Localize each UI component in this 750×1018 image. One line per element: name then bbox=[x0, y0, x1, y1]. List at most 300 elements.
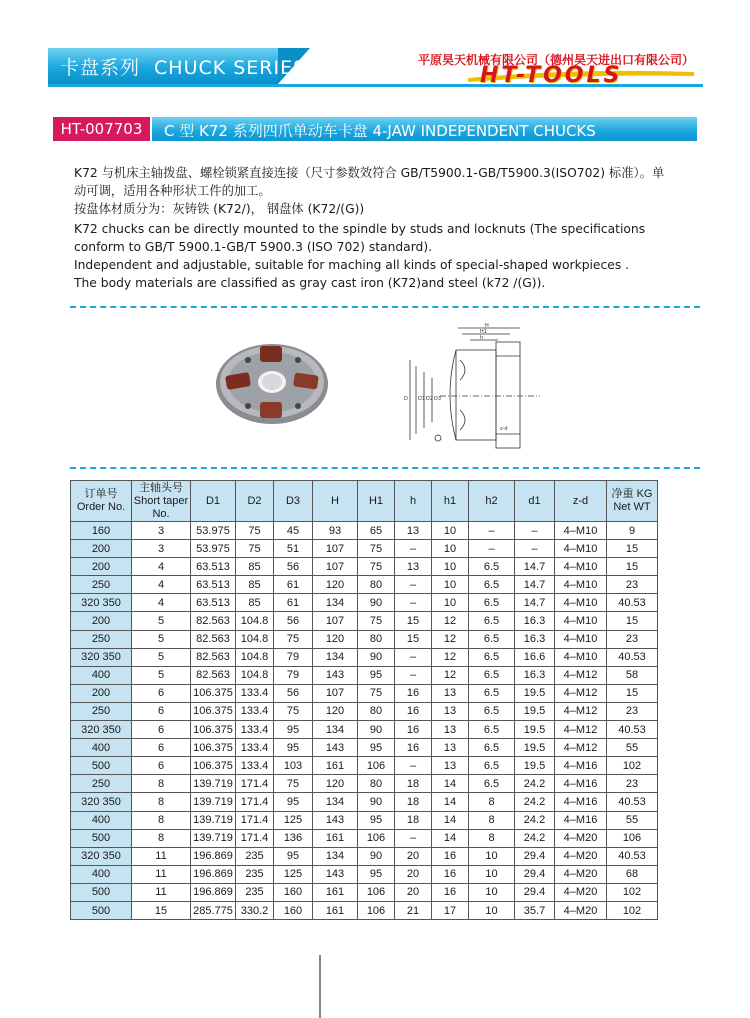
table-row bbox=[71, 630, 658, 648]
svg-text:D2: D2 bbox=[426, 396, 434, 402]
table-cell: 90 bbox=[358, 648, 395, 666]
table-cell: 95 bbox=[274, 847, 313, 865]
table-cell: 14 bbox=[432, 775, 469, 793]
table-cell: 6.5 bbox=[469, 739, 515, 757]
table-cell: 4 bbox=[132, 594, 191, 612]
table-cell: 133.4 bbox=[236, 684, 274, 702]
table-cell: – bbox=[395, 576, 432, 594]
table-cell: 79 bbox=[274, 666, 313, 684]
table-cell: 14 bbox=[432, 829, 469, 847]
table-cell: 13 bbox=[432, 684, 469, 702]
table-cell: 15 bbox=[607, 684, 658, 702]
table-cell: 13 bbox=[395, 522, 432, 540]
col-z-d: z-d bbox=[555, 481, 607, 522]
table-cell: 4–M10 bbox=[555, 522, 607, 540]
table-cell: 4 bbox=[132, 558, 191, 576]
table-cell: 235 bbox=[236, 847, 274, 865]
table-cell: 171.4 bbox=[236, 811, 274, 829]
table-cell: 14 bbox=[432, 811, 469, 829]
table-cell: 106.375 bbox=[191, 757, 236, 775]
table-cell: 16 bbox=[395, 739, 432, 757]
table-row bbox=[71, 739, 658, 757]
table-cell: 19.5 bbox=[515, 757, 555, 775]
table-cell: 6.5 bbox=[469, 630, 515, 648]
svg-text:D3: D3 bbox=[434, 396, 442, 402]
table-cell: 107 bbox=[313, 612, 358, 630]
table-cell: 19.5 bbox=[515, 684, 555, 702]
product-title: C 型 K72 系列四爪单动车卡盘 4-JAW INDEPENDENT CHUCKS bbox=[164, 122, 596, 140]
table-row bbox=[71, 594, 658, 612]
table-cell: 16 bbox=[432, 847, 469, 865]
table-cell: 200 bbox=[71, 540, 132, 558]
table-cell: 29.4 bbox=[515, 847, 555, 865]
table-cell: 143 bbox=[313, 666, 358, 684]
table-cell: 4–M20 bbox=[555, 847, 607, 865]
spec-table bbox=[70, 480, 658, 920]
divider bbox=[70, 306, 700, 308]
table-cell: 102 bbox=[607, 901, 658, 919]
table-cell: 12 bbox=[432, 630, 469, 648]
table-cell: 16 bbox=[395, 702, 432, 720]
table-cell: 200 bbox=[71, 684, 132, 702]
table-cell: 107 bbox=[313, 684, 358, 702]
table-cell: 400 bbox=[71, 666, 132, 684]
table-row bbox=[71, 558, 658, 576]
table-cell: 18 bbox=[395, 775, 432, 793]
table-cell: 8 bbox=[132, 829, 191, 847]
table-cell: 4–M12 bbox=[555, 739, 607, 757]
table-cell: 6.5 bbox=[469, 666, 515, 684]
table-row bbox=[71, 612, 658, 630]
table-cell: 4–M10 bbox=[555, 558, 607, 576]
table-cell: 13 bbox=[432, 757, 469, 775]
table-row bbox=[71, 865, 658, 883]
table-cell: 106.375 bbox=[191, 684, 236, 702]
table-cell: 6 bbox=[132, 702, 191, 720]
table-cell: 4–M20 bbox=[555, 883, 607, 901]
table-cell: 15 bbox=[607, 612, 658, 630]
table-cell: 104.8 bbox=[236, 612, 274, 630]
table-cell: 11 bbox=[132, 847, 191, 865]
table-cell: 133.4 bbox=[236, 739, 274, 757]
table-cell: 19.5 bbox=[515, 739, 555, 757]
table-cell: 35.7 bbox=[515, 901, 555, 919]
table-cell: – bbox=[395, 757, 432, 775]
table-cell: 5 bbox=[132, 630, 191, 648]
table-cell: 10 bbox=[432, 594, 469, 612]
table-cell: 320 350 bbox=[71, 594, 132, 612]
table-cell: 80 bbox=[358, 775, 395, 793]
table-cell: 320 350 bbox=[71, 793, 132, 811]
table-cell: 10 bbox=[469, 865, 515, 883]
table-cell: 9 bbox=[607, 522, 658, 540]
table-cell: 106 bbox=[358, 901, 395, 919]
table-cell: 85 bbox=[236, 558, 274, 576]
table-cell: 15 bbox=[395, 612, 432, 630]
table-cell: 90 bbox=[358, 721, 395, 739]
table-cell: 161 bbox=[313, 883, 358, 901]
table-cell: 6 bbox=[132, 757, 191, 775]
table-cell: 61 bbox=[274, 576, 313, 594]
table-cell: 171.4 bbox=[236, 829, 274, 847]
table-cell: 6 bbox=[132, 739, 191, 757]
table-cell: 12 bbox=[432, 612, 469, 630]
table-cell: 63.513 bbox=[191, 594, 236, 612]
table-cell: 40.53 bbox=[607, 721, 658, 739]
table-cell: 82.563 bbox=[191, 666, 236, 684]
col-H1: H1 bbox=[358, 481, 395, 522]
table-cell: 6.5 bbox=[469, 558, 515, 576]
table-cell: 19.5 bbox=[515, 702, 555, 720]
table-cell: 143 bbox=[313, 865, 358, 883]
table-cell: 63.513 bbox=[191, 576, 236, 594]
table-row bbox=[71, 757, 658, 775]
table-cell: 330.2 bbox=[236, 901, 274, 919]
table-cell: 4–M12 bbox=[555, 702, 607, 720]
table-cell: 143 bbox=[313, 811, 358, 829]
table-cell: 20 bbox=[395, 865, 432, 883]
table-cell: 55 bbox=[607, 739, 658, 757]
table-cell: 134 bbox=[313, 847, 358, 865]
table-cell: 161 bbox=[313, 901, 358, 919]
table-cell: 75 bbox=[274, 702, 313, 720]
table-cell: 120 bbox=[313, 576, 358, 594]
table-cell: 40.53 bbox=[607, 648, 658, 666]
table-cell: 18 bbox=[395, 793, 432, 811]
table-cell: 125 bbox=[274, 811, 313, 829]
table-cell: 4–M12 bbox=[555, 666, 607, 684]
table-cell: 6 bbox=[132, 684, 191, 702]
table-row bbox=[71, 847, 658, 865]
table-row bbox=[71, 666, 658, 684]
table-cell: 16 bbox=[432, 883, 469, 901]
table-cell: 53.975 bbox=[191, 522, 236, 540]
table-cell: 24.2 bbox=[515, 793, 555, 811]
table-cell: 139.719 bbox=[191, 793, 236, 811]
table-cell: 95 bbox=[358, 666, 395, 684]
table-cell: 106 bbox=[358, 883, 395, 901]
table-row bbox=[71, 901, 658, 919]
table-row bbox=[71, 883, 658, 901]
table-cell: 134 bbox=[313, 721, 358, 739]
table-cell: 12 bbox=[432, 666, 469, 684]
table-cell: 53.975 bbox=[191, 540, 236, 558]
table-cell: 4–M20 bbox=[555, 901, 607, 919]
table-cell: 139.719 bbox=[191, 811, 236, 829]
table-cell: 160 bbox=[274, 901, 313, 919]
table-cell: 56 bbox=[274, 612, 313, 630]
table-cell: 16.6 bbox=[515, 648, 555, 666]
table-cell: 16.3 bbox=[515, 666, 555, 684]
table-cell: 4–M20 bbox=[555, 865, 607, 883]
table-cell: 196.869 bbox=[191, 847, 236, 865]
description-line: conform to GB/T 5900.1-GB/T 5900.3 (ISO 702) standard). bbox=[74, 240, 433, 254]
description-line: The body materials are classified as gray cast iron (K72)and steel (k72 /(G)). bbox=[74, 276, 546, 290]
description-line: 动可调，适用各种形状工件的加工。 bbox=[74, 184, 271, 198]
col-short-taper: 主轴头号 Short taper No. bbox=[132, 481, 191, 522]
table-cell: 6.5 bbox=[469, 775, 515, 793]
table-cell: 51 bbox=[274, 540, 313, 558]
table-cell: 3 bbox=[132, 522, 191, 540]
table-cell: 171.4 bbox=[236, 793, 274, 811]
table-cell: 4–M10 bbox=[555, 612, 607, 630]
table-cell: 400 bbox=[71, 739, 132, 757]
table-cell: 10 bbox=[469, 847, 515, 865]
company-name: 平原昊天机械有限公司（德州昊天进出口有限公司） bbox=[418, 53, 695, 67]
table-cell: 19.5 bbox=[515, 721, 555, 739]
table-cell: – bbox=[469, 522, 515, 540]
col-net-weight: 净重 KG Net WT bbox=[607, 481, 658, 522]
table-cell: 15 bbox=[607, 558, 658, 576]
table-cell: 250 bbox=[71, 702, 132, 720]
col-h: h bbox=[395, 481, 432, 522]
table-cell: 58 bbox=[607, 666, 658, 684]
table-cell: 24.2 bbox=[515, 829, 555, 847]
table-cell: 10 bbox=[469, 883, 515, 901]
table-cell: 40.53 bbox=[607, 594, 658, 612]
table-cell: 6.5 bbox=[469, 757, 515, 775]
col-D1: D1 bbox=[191, 481, 236, 522]
table-cell: 235 bbox=[236, 883, 274, 901]
table-cell: 75 bbox=[358, 612, 395, 630]
table-cell: 95 bbox=[274, 739, 313, 757]
table-cell: 15 bbox=[395, 630, 432, 648]
section-title bbox=[60, 53, 306, 80]
table-cell: 4–M16 bbox=[555, 793, 607, 811]
table-row bbox=[71, 721, 658, 739]
col-d1: d1 bbox=[515, 481, 555, 522]
table-cell: 4–M10 bbox=[555, 648, 607, 666]
table-cell: 171.4 bbox=[236, 775, 274, 793]
table-cell: 75 bbox=[274, 630, 313, 648]
table-cell: 250 bbox=[71, 630, 132, 648]
table-cell: 95 bbox=[358, 811, 395, 829]
table-cell: – bbox=[395, 829, 432, 847]
table-cell: 16 bbox=[395, 684, 432, 702]
table-cell: 8 bbox=[469, 829, 515, 847]
table-cell: – bbox=[515, 522, 555, 540]
table-cell: 6.5 bbox=[469, 702, 515, 720]
table-cell: 14.7 bbox=[515, 576, 555, 594]
table-cell: 3 bbox=[132, 540, 191, 558]
table-cell: 45 bbox=[274, 522, 313, 540]
table-cell: 85 bbox=[236, 594, 274, 612]
table-cell: 200 bbox=[71, 612, 132, 630]
table-cell: 400 bbox=[71, 811, 132, 829]
table-cell: 13 bbox=[395, 558, 432, 576]
table-cell: 90 bbox=[358, 847, 395, 865]
table-cell: 95 bbox=[274, 721, 313, 739]
table-cell: 500 bbox=[71, 829, 132, 847]
table-cell: 65 bbox=[358, 522, 395, 540]
table-cell: 15 bbox=[132, 901, 191, 919]
table-cell: 75 bbox=[236, 540, 274, 558]
table-cell: 5 bbox=[132, 612, 191, 630]
table-cell: 160 bbox=[71, 522, 132, 540]
svg-text:h: h bbox=[480, 335, 484, 341]
table-cell: 29.4 bbox=[515, 865, 555, 883]
table-cell: 320 350 bbox=[71, 721, 132, 739]
table-row bbox=[71, 522, 658, 540]
table-cell: 95 bbox=[358, 739, 395, 757]
table-cell: 133.4 bbox=[236, 702, 274, 720]
table-cell: 13 bbox=[432, 721, 469, 739]
table-cell: 63.513 bbox=[191, 558, 236, 576]
description-line: 按盘体材质分为：灰铸铁 (K72/)， 钢盘体 (K72/(G)) bbox=[74, 202, 365, 216]
chuck-photo bbox=[210, 338, 340, 428]
table-cell: 196.869 bbox=[191, 883, 236, 901]
table-row bbox=[71, 775, 658, 793]
table-cell: – bbox=[395, 594, 432, 612]
table-cell: 14 bbox=[432, 793, 469, 811]
company-logo: HT-TOOLS bbox=[480, 63, 623, 88]
table-cell: – bbox=[469, 540, 515, 558]
table-cell: 14.7 bbox=[515, 594, 555, 612]
table-cell: 95 bbox=[358, 865, 395, 883]
table-cell: 107 bbox=[313, 540, 358, 558]
table-cell: 285.775 bbox=[191, 901, 236, 919]
table-cell: 160 bbox=[274, 883, 313, 901]
col-h2: h2 bbox=[469, 481, 515, 522]
divider bbox=[70, 467, 700, 469]
table-cell: 10 bbox=[469, 901, 515, 919]
table-cell: 21 bbox=[395, 901, 432, 919]
table-cell: 80 bbox=[358, 702, 395, 720]
table-cell: 29.4 bbox=[515, 883, 555, 901]
table-cell: 161 bbox=[313, 829, 358, 847]
table-cell: 143 bbox=[313, 739, 358, 757]
table-cell: 56 bbox=[274, 558, 313, 576]
table-cell: 61 bbox=[274, 594, 313, 612]
table-cell: 106.375 bbox=[191, 721, 236, 739]
table-cell: 90 bbox=[358, 594, 395, 612]
table-row bbox=[71, 702, 658, 720]
table-cell: 75 bbox=[358, 684, 395, 702]
col-D2: D2 bbox=[236, 481, 274, 522]
table-cell: 4 bbox=[132, 576, 191, 594]
table-cell: 133.4 bbox=[236, 721, 274, 739]
table-cell: 320 350 bbox=[71, 847, 132, 865]
table-cell: 6.5 bbox=[469, 576, 515, 594]
svg-text:H1: H1 bbox=[480, 329, 487, 335]
col-order-no: 订单号 Order No. bbox=[71, 481, 132, 522]
table-cell: 16 bbox=[432, 865, 469, 883]
table-cell: – bbox=[515, 540, 555, 558]
table-cell: 75 bbox=[236, 522, 274, 540]
table-cell: 6.5 bbox=[469, 648, 515, 666]
table-cell: 106 bbox=[358, 829, 395, 847]
page-center-line bbox=[319, 955, 321, 1018]
table-cell: 16.3 bbox=[515, 630, 555, 648]
table-row bbox=[71, 793, 658, 811]
table-cell: 200 bbox=[71, 558, 132, 576]
table-cell: 13 bbox=[432, 702, 469, 720]
table-cell: 104.8 bbox=[236, 630, 274, 648]
table-cell: 106.375 bbox=[191, 739, 236, 757]
section-title-en: CHUCK SERIES bbox=[154, 57, 307, 79]
table-cell: 75 bbox=[358, 540, 395, 558]
table-cell: 23 bbox=[607, 630, 658, 648]
table-cell: 18 bbox=[395, 811, 432, 829]
table-cell: 80 bbox=[358, 576, 395, 594]
table-cell: 75 bbox=[358, 558, 395, 576]
table-cell: 120 bbox=[313, 702, 358, 720]
table-cell: 79 bbox=[274, 648, 313, 666]
table-cell: 4–M10 bbox=[555, 540, 607, 558]
table-cell: 5 bbox=[132, 666, 191, 684]
table-cell: 104.8 bbox=[236, 666, 274, 684]
svg-text:D1: D1 bbox=[418, 396, 426, 402]
table-cell: 134 bbox=[313, 594, 358, 612]
table-cell: 10 bbox=[432, 540, 469, 558]
table-cell: 139.719 bbox=[191, 829, 236, 847]
table-cell: 23 bbox=[607, 702, 658, 720]
table-cell: 95 bbox=[274, 793, 313, 811]
table-cell: 500 bbox=[71, 757, 132, 775]
table-cell: 4–M10 bbox=[555, 594, 607, 612]
description-line: K72 chucks can be directly mounted to the spindle by studs and locknuts (The specifications bbox=[74, 222, 646, 236]
table-row bbox=[71, 829, 658, 847]
table-cell: 120 bbox=[313, 775, 358, 793]
table-cell: 102 bbox=[607, 883, 658, 901]
table-cell: 10 bbox=[432, 576, 469, 594]
table-cell: 4–M20 bbox=[555, 829, 607, 847]
table-cell: 82.563 bbox=[191, 630, 236, 648]
table-cell: 24.2 bbox=[515, 775, 555, 793]
table-cell: 40.53 bbox=[607, 793, 658, 811]
table-cell: 11 bbox=[132, 865, 191, 883]
table-cell: 161 bbox=[313, 757, 358, 775]
table-cell: 5 bbox=[132, 648, 191, 666]
table-cell: 8 bbox=[132, 811, 191, 829]
table-cell: 107 bbox=[313, 558, 358, 576]
table-cell: 24.2 bbox=[515, 811, 555, 829]
table-cell: 11 bbox=[132, 883, 191, 901]
table-cell: 500 bbox=[71, 883, 132, 901]
table-cell: 320 350 bbox=[71, 648, 132, 666]
svg-text:D: D bbox=[404, 396, 408, 402]
chuck-drawing bbox=[400, 320, 550, 460]
section-title-cn: 卡盘系列 bbox=[60, 57, 141, 79]
table-cell: 15 bbox=[607, 540, 658, 558]
table-cell: 104.8 bbox=[236, 648, 274, 666]
table-cell: 134 bbox=[313, 648, 358, 666]
table-cell: 82.563 bbox=[191, 612, 236, 630]
description-line: K72 与机床主轴拨盘、螺栓锁紧直接连接（尺寸参数效符合 GB/T5900.1-GB/T5900.3(ISO702) 标准）。单 bbox=[74, 166, 665, 180]
table-cell: 90 bbox=[358, 793, 395, 811]
table-cell: 106 bbox=[607, 829, 658, 847]
table-cell: 80 bbox=[358, 630, 395, 648]
table-cell: 500 bbox=[71, 901, 132, 919]
table-cell: 120 bbox=[313, 630, 358, 648]
table-cell: – bbox=[395, 540, 432, 558]
table-cell: 40.53 bbox=[607, 847, 658, 865]
table-cell: 56 bbox=[274, 684, 313, 702]
table-row bbox=[71, 811, 658, 829]
table-cell: 8 bbox=[132, 775, 191, 793]
table-cell: 106 bbox=[358, 757, 395, 775]
description-line: Independent and adjustable, suitable for maching all kinds of special-shaped workpieces . bbox=[74, 258, 630, 272]
table-cell: 139.719 bbox=[191, 775, 236, 793]
table-cell: 102 bbox=[607, 757, 658, 775]
table-cell: 16 bbox=[395, 721, 432, 739]
svg-text:z-d: z-d bbox=[500, 426, 508, 432]
table-header-row bbox=[71, 481, 658, 522]
table-cell: 4–M16 bbox=[555, 757, 607, 775]
table-cell: 10 bbox=[432, 558, 469, 576]
table-cell: 12 bbox=[432, 648, 469, 666]
table-cell: 4–M10 bbox=[555, 576, 607, 594]
